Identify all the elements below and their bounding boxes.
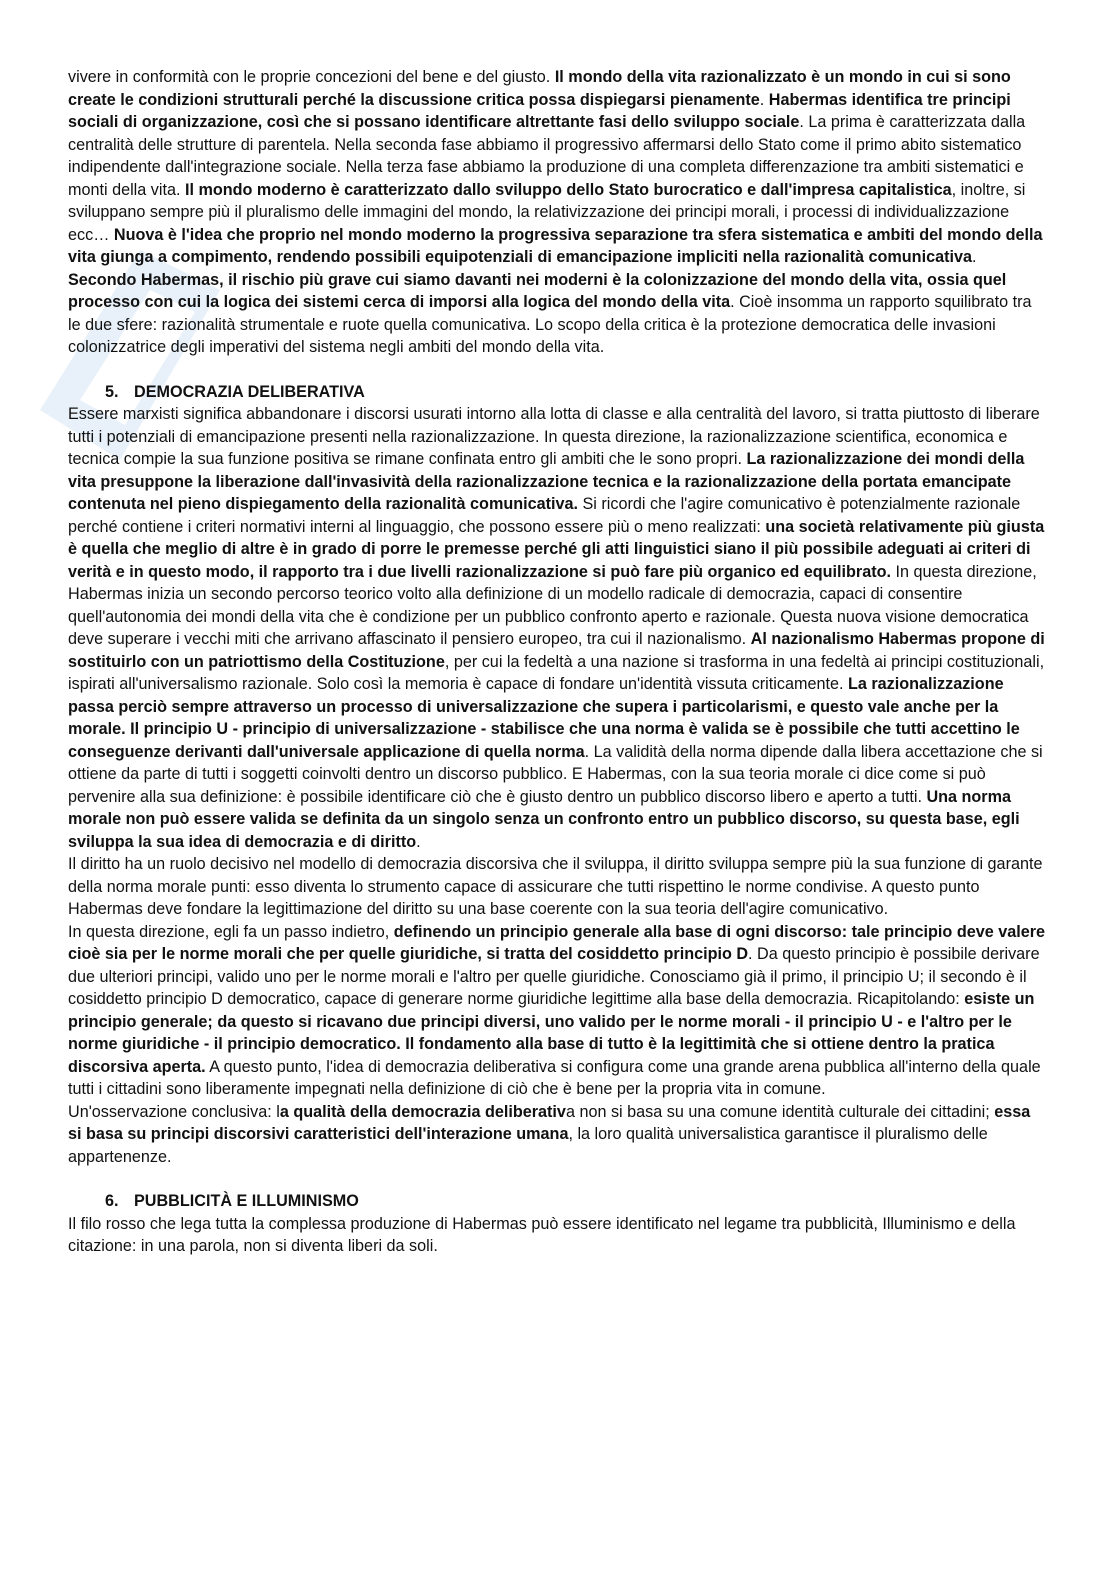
paragraph-2 [68,269,1046,359]
text-run: . Da questo principio è possibile derivare due ulteriori principi, valido uno per le norme morali e l'altro per quelle giuridiche. Conosciamo già il primo, il principio U; il secondo è il cosiddetto principio D democratico, capace di generare norme giuridiche legittime alla base della democrazia. Ricapitolando: [68,945,1040,1008]
text-run: A questo punto, l'idea di democrazia deliberativa si configura come una grande arena pubblica all'interno della quale tutti i cittadini sono liberamente impegnati nella definizione di ciò che è bene per la propria vita in comune. [68,1057,1041,1098]
paragraph-7 [68,1213,1046,1258]
text-run: , la loro qualità universalistica garantisce il pluralismo delle appartenenze. [68,1125,988,1166]
text-run: Si ricordi che l'agire comunicativo è potenzialmente razionale perché contiene i criteri normativi interni al linguaggio, che possono essere più o meno realizzati: [68,495,1021,536]
bold-text-run: a qualità della democrazia deliberativ [279,1102,566,1121]
bold-text-run: Una norma morale non può essere valida se definita da un singolo senza un confronto entro un pubblico discorso, su questa base, egli sviluppa la sua idea di democrazia e di diritto [68,787,1020,851]
text-run: Essere marxisti significa abbandonare i discorsi usurati intorno alla lotta di classe e alla centralità del lavoro, si tratta piuttosto di liberare tutti i potenziali di emancipazione presenti nella razionalizzazione. In questa direzione, la razionalizzazione scientifica, economica e tecnica compie la sua funzione positiva se rimane confinata entro gli ambiti che le sono propri. [68,405,1040,468]
document-page [68,66,1046,1258]
text-run: . [759,90,769,109]
bold-text-run: essa si basa su principi discorsivi caratteristici dell'interazione umana [68,1102,1031,1143]
bold-text-run: Nuova è l'idea che proprio nel mondo moderno la progressiva separazione tra sfera sistematica e ambiti del mondo della vita giunga a compimento, rendendo possibili equipotenziali di emancipazione impliciti nella razionalità comunicativa [68,225,1043,266]
text-run: Il diritto ha un ruolo decisivo nel modello di democrazia discorsiva che il sviluppa, il diritto sviluppa sempre più la sua funzione di garante della norma morale punti: esso diventa lo strumento capace di assicurare che tutti rispettino le norme condivise. A questo punto Habermas deve fondare la legittimazione del diritto su una base coerente con la sua teoria dell'agire comunicativo. [68,855,1043,918]
section-heading-5 [68,381,1046,404]
text-run: , per cui la fedeltà a una nazione si trasforma in una fedeltà ai principi costituzionali, ispirati all'universalismo razionale. Solo così la memoria è capace di fondare un'identità vissuta criticamente. [68,652,1045,693]
text-run: , inoltre, si sviluppano sempre più il pluralismo delle immagini del mondo, la relativizzazione dei principi morali, i processi di individualizzazione ecc… [68,180,1026,244]
section-number: 6. [105,1192,119,1210]
text-run: . [416,832,421,851]
bold-text-run: esiste un principio generale; da questo si ricavano due principi diversi, uno valido per le norme morali - il principio U - e l'altro per le norme giuridiche - il principio democratico. Il fondamento alla base di tutto è la legittimità che si ottiene dentro la pratica discorsiva aperta. [68,990,1035,1076]
paragraph-3 [68,403,1046,853]
text-run: . La prima è caratterizzata dalla centralità delle strutture di parentela. Nella seconda fase abbiamo il progressivo affermarsi dello Stato come il primo abito sistematico indipendente dall'integrazione sociale. Nella terza fase abbiamo la produzione di una completa differenzazione tra ambiti sistematici e monti della vita. [68,113,1026,199]
bold-text-run: Il mondo della vita razionalizzato è un mondo in cui si sono create le condizioni strutturali perché la discussione critica possa dispiegarsi pienamente [68,68,1011,109]
bold-text-run: Habermas identifica tre principi sociali di organizzazione, così che si possano identificare altrettante fasi dello sviluppo sociale [68,90,1011,131]
bold-text-run: Secondo Habermas, il rischio più grave cui siamo davanti nei moderni è la colonizzazione del mondo della vita, ossia quel processo con cui la logica dei sistemi cerca di imporsi alla logica del mondo della vita [68,270,1007,311]
text-run: . [971,248,977,266]
bold-text-run: definendo un principio generale alla base di ogni discorso: tale principio deve valere cioè sia per le norme morali che per quelle giuridiche, si tratta del cosiddetto principio D [68,922,1046,963]
bold-text-run: Il mondo moderno è caratterizzato dallo sviluppo dello Stato burocratico e dall'impresa capitalistica [184,180,952,199]
text-run: . La validità della norma dipende dalla libera accettazione che si ottiene da parte di tutti i soggetti coinvolti dentro un discorso pubblico. E Habermas, con la sua teoria morale ci dice come si può pervenire alla sua definizione: è possibile identificare ciò che è giusto dentro un pubblico discorso libero e aperto a tutti. [68,742,1043,806]
bold-text-run: La razionalizzazione dei mondi della vita presuppone la liberazione dall'invasività della razionalizzazione tecnica e la razionalizzazione della portata emancipate contenuta nel pieno dispiegamento della razionalità comunicativa. [68,450,1025,513]
text-run: Un'osservazione conclusiva: l [68,1102,280,1121]
paragraph-1 [68,66,1046,269]
section-title: PUBBLICITÀ E ILLUMINISMO [134,1192,359,1210]
text-run: a non si basa su una comune identità culturale dei cittadini; [565,1102,995,1121]
section-title: DEMOCRAZIA DELIBERATIVA [134,382,365,401]
text-run: . Cioè insomma un rapporto squilibrato tra le due sfere: razionalità strumentale e ruote quella comunicativa. Lo scopo della critica è la protezione democratica delle invasioni colonizzatrice degli imperativi del sistema negli ambiti del mondo della vita. [68,293,1032,356]
paragraph-5 [68,921,1046,1101]
paragraph-4 [68,853,1046,921]
text-run: In questa direzione, Habermas inizia un secondo percorso teorico volto alla definizione di un modello radicale di democrazia, capaci di consentire quell'autonomia dei mondi della vita che è condizione per un pubblico confronto aperto e razionale. Questa nuova visione democratica deve superare i vecchi miti che arrivano affascinato il pensiero europeo, tra cui il nazionalismo. [68,562,1037,648]
text-run: Il filo rosso che lega tutta la complessa produzione di Habermas può essere identificato nel legame tra pubblicità, Illuminismo e della citazione: in una parola, non si diventa liberi da soli. [68,1214,1016,1255]
text-run: In questa direzione, egli fa un passo indietro, [68,922,394,941]
paragraph-6 [68,1101,1046,1169]
bold-text-run: una società relativamente più giusta è quella che meglio di altre è in grado di porre le premesse perché gli atti linguistici siano il più possibile adeguati ai criteri di verità e in questo modo, il rapporto tra i due livelli razionalizzazione si può fare più organico ed equilibrato. [68,517,1045,581]
section-number: 5. [105,382,119,401]
bold-text-run: Al nazionalismo Habermas propone di sostituirlo con un patriottismo della Costituzione [68,630,1045,671]
text-run: vivere in conformità con le proprie concezioni del bene e del giusto. [68,68,555,86]
bold-text-run: La razionalizzazione passa perciò sempre attraverso un processo di universalizzazione che supera i particolarismi, e questo vale anche per la morale. Il principio U - principio di universalizzazione - stabilisce che una norma è valida se è possibile che tutti accettino le conseguenze derivanti dall'universale applicazione di quella norma [68,675,1020,761]
section-heading-6 [68,1190,1046,1213]
